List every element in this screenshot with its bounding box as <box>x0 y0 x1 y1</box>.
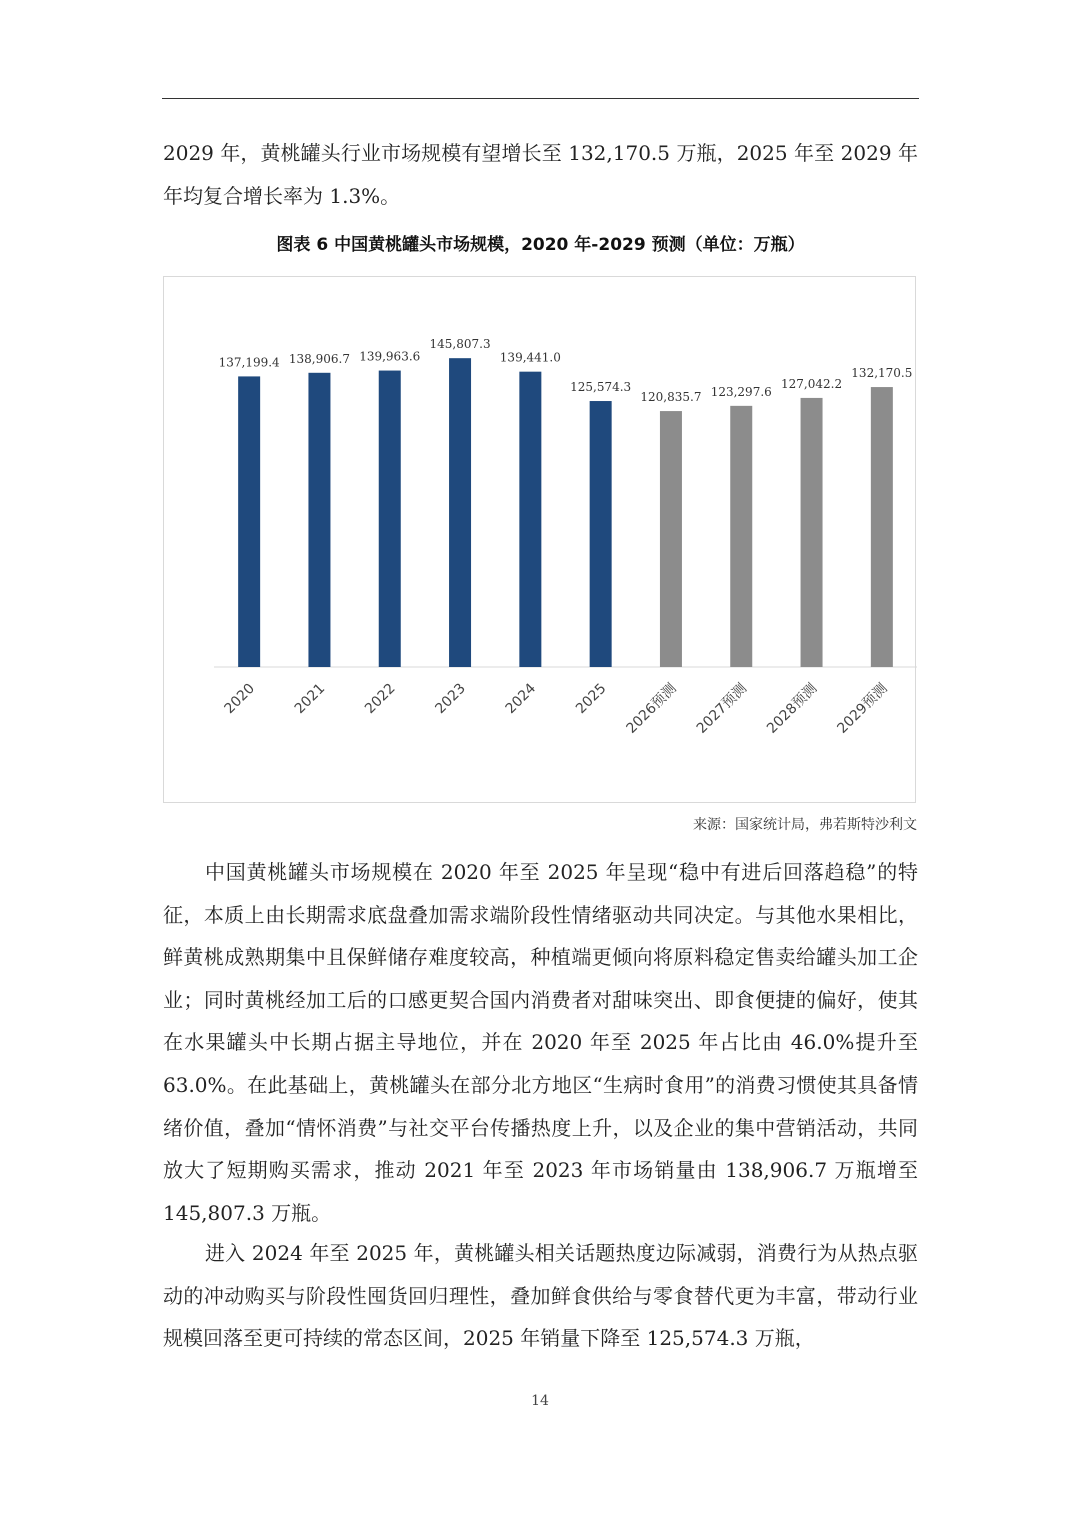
chart-canvas <box>164 277 917 804</box>
figure-caption: 图表 6 中国黄桃罐头市场规模，2020 年-2029 预测（单位：万瓶） <box>276 235 805 255</box>
data-label-4: 139,441.0 <box>499 350 561 365</box>
bar-4 <box>519 372 541 667</box>
x-tick-label-4: 2024 <box>502 680 540 718</box>
data-label-3: 145,807.3 <box>429 337 491 352</box>
source-note: 来源：国家统计局，弗若斯特沙利文 <box>693 817 917 833</box>
bar-9 <box>871 387 893 667</box>
data-label-2: 139,963.6 <box>359 349 421 364</box>
x-tick-label-0: 2020 <box>221 680 258 718</box>
x-tick-label-8: 2028预测 <box>764 680 821 737</box>
data-label-7: 123,297.6 <box>710 384 772 399</box>
data-label-8: 127,042.2 <box>781 376 843 391</box>
bar-8 <box>801 398 823 667</box>
body-paragraph-1: 中国黄桃罐头市场规模在 2020 年至 2025 年呈现“稳中有进后回落趋稳”的特征，本质上由长期需求底盘叠加需求端阶段性情绪驱动共同决定。与其他水果相比，鲜黄桃成熟期集中且保鲜储存难度较高，种植端更倾向将原料稳定售卖给罐头加工企业；同时黄桃经加工后的口感更契合国内消费者对甜味突出、即食便捷的偏好，使其在水果罐头中长期占据主导地位，并在 2020 年至 2025 年占比由 46.0%提升至 63.0%。在此基础上，黄桃罐头在部分北方地区“生病时食用”的消费习惯使其具备情绪价值，叠加“情怀消费”与社交平台传播热度上升，以及企业的集中营销活动，共同放大了短期购买需求，推动 2021 年至 2023 年市场销量由 138,906.7 万瓶增至 145,807.3 万瓶。 <box>163 860 918 1225</box>
data-label-6: 120,835.7 <box>640 390 702 405</box>
x-tick-label-1: 2021 <box>291 680 329 718</box>
bar-6 <box>660 411 682 667</box>
x-tick-label-2: 2022 <box>362 680 399 718</box>
data-label-1: 138,906.7 <box>288 351 350 366</box>
data-label-0: 137,199.4 <box>218 355 280 370</box>
x-tick-label-7: 2027预测 <box>693 680 751 737</box>
x-tick-label-5: 2025 <box>572 680 610 718</box>
x-tick-label-6: 2026预测 <box>623 680 680 737</box>
header-rule <box>162 98 919 99</box>
body-paragraph-2: 进入 2024 年至 2025 年，黄桃罐头相关话题热度边际减弱，消费行为从热点驱动的冲动购买与阶段性囤货回归理性，叠加鲜食供给与零食替代更为丰富，带动行业规模回落至更可持续的常态区间，2025 年销量下降至 125,574.3 万瓶， <box>163 1241 918 1351</box>
bar-0 <box>238 376 260 667</box>
data-label-9: 132,170.5 <box>851 366 913 381</box>
bar-1 <box>308 373 330 667</box>
data-label-5: 125,574.3 <box>570 380 632 395</box>
bar-chart <box>163 276 916 803</box>
intro-paragraph: 2029 年，黄桃罐头行业市场规模有望增长至 132,170.5 万瓶，2025 年至 2029 年年均复合增长率为 1.3%。 <box>163 141 918 208</box>
bar-7 <box>730 406 752 667</box>
x-tick-label-9: 2029预测 <box>834 680 891 737</box>
bar-3 <box>449 358 471 667</box>
page-number: 14 <box>531 1393 549 1409</box>
x-tick-label-3: 2023 <box>432 680 469 718</box>
bar-2 <box>379 371 401 667</box>
bar-5 <box>590 401 612 667</box>
